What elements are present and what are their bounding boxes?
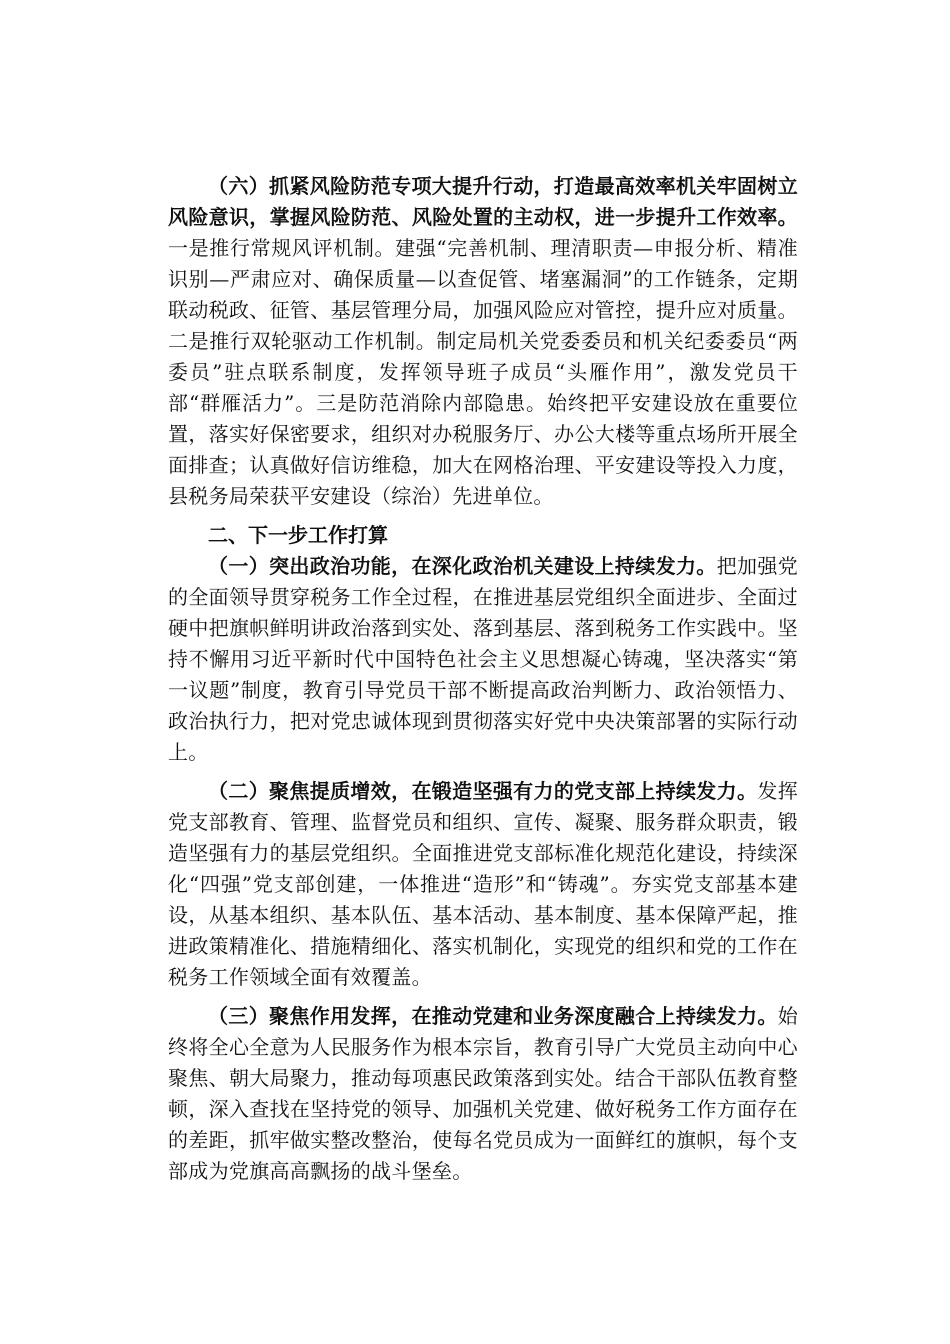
section-heading: 二、下一步工作打算	[208, 523, 388, 547]
plan-item-1	[168, 551, 798, 768]
plan-bold-lead: （二）聚焦提质增效，在锻造坚强有力的党支部上持续发力。	[208, 779, 758, 803]
paragraph-text: 一是推行常规风评机制。建强“完善机制、理清职责—申报分析、精准识别—严肃应对、确保质量—以查促管、堵塞漏洞”的工作链条，定期联动税政、征管、基层管理分局，加强风险应对管控，提升应对质量。二是推行双轮驱动工作机制。制定局机关党委委员和机关纪委委员“两委员”驻点联系制度，发挥领导班子成员“头雁作用”，激发党员干部“群雁活力”。三是防范消除内部隐患。始终把平安建设放在重要位置，落实好保密要求，组织对办税服务厅、办公大楼等重点场所开展全面排查；认真做好信访维稳，加大在网格治理、平安建设等投入力度，县税务局荣获平安建设（综治）先进单位。	[168, 236, 798, 508]
paragraph-bold-lead: （六）抓紧风险防范专项大提升行动，打造最高效率机关牢固树立风险意识，掌握风险防范、风险处置的主动权，进一步提升工作效率。	[168, 174, 798, 229]
plan-text: 始终将全心全意为人民服务作为根本宗旨，教育引导广大党员主动向中心聚焦、朝大局聚力，推动每项惠民政策落到实处。结合干部队伍教育整顿，深入查找在坚持党的领导、加强机关党建、做好税务工作方面存在的差距，抓牢做实整改整治，使每名党员成为一面鲜红的旗帜，每个支部成为党旗高高飘扬的战斗堡垒。	[168, 1004, 798, 1183]
paragraph-risk-prevention	[168, 171, 798, 512]
plan-text: 把加强党的全面领导贯穿税务工作全过程，在推进基层党组织全面进步、全面过硬中把旗帜鲜明讲政治落到实处、落到基层、落到税务工作实践中。坚持不懈用习近平新时代中国特色社会主义思想凝心铸魂，坚决落实“第一议题”制度，教育引导党员干部不断提高政治判断力、政治领悟力、政治执行力，把对党忠诚体现到贯彻落实好党中央决策部署的实际行动上。	[168, 554, 799, 764]
plan-bold-lead: （一）突出政治功能，在深化政治机关建设上持续发力。	[208, 554, 717, 578]
plan-item-2	[168, 776, 798, 993]
plan-text: 发挥党支部教育、管理、监督党员和组织、宣传、凝聚、服务群众职责，锻造坚强有力的基层党组织。全面推进党支部标准化规范化建设，持续深化“四强”党支部创建，一体推进“造形”和“铸魂”。夯实党支部基本建设，从基本组织、基本队伍、基本活动、基本制度、基本保障严起，推进政策精准化、措施精细化、落实机制化，实现党的组织和党的工作在税务工作领域全面有效覆盖。	[168, 779, 798, 989]
plan-item-3	[168, 1001, 798, 1187]
document-body	[168, 171, 798, 1195]
plan-bold-lead: （三）聚焦作用发挥，在推动党建和业务深度融合上持续发力。	[208, 1004, 778, 1028]
